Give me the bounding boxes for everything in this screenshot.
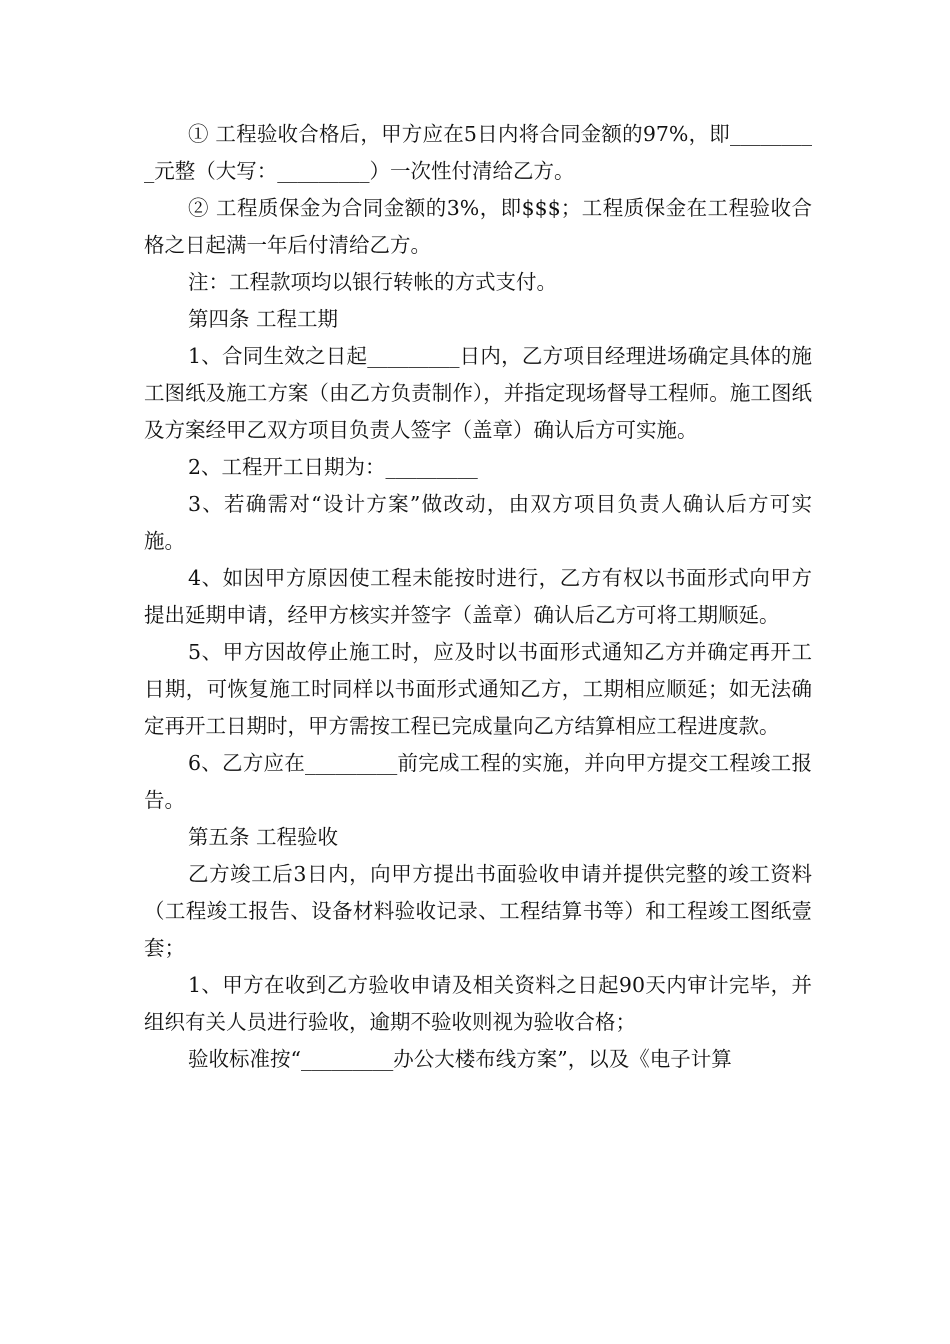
article-4-item-3: 3、若确需对“设计方案”做改动，由双方项目负责人确认后方可实施。: [144, 492, 812, 553]
article-5-item-1: 1、甲方在收到乙方验收申请及相关资料之日起90天内审计完毕，并组织有关人员进行验收，逾期不验收则视为验收合格；: [144, 973, 812, 1034]
article-5-intro: 乙方竣工后3日内，向甲方提出书面验收申请并提供完整的竣工资料（工程竣工报告、设备材料验收记录、工程结算书等）和工程竣工图纸壹套；: [144, 862, 812, 960]
acceptance-standard: 验收标准按“_________办公大楼布线方案”，以及《电子计算: [188, 1047, 732, 1071]
article-4-item-6: 6、乙方应在_________前完成工程的实施，并向甲方提交工程竣工报告。: [144, 751, 812, 812]
article-4-heading: 第四条 工程工期: [188, 307, 339, 331]
article-4-item-4: 4、如因甲方原因使工程未能按时进行，乙方有权以书面形式向甲方提出延期申请，经甲方核实并签字（盖章）确认后乙方可将工期顺延。: [144, 566, 812, 627]
document-page: [144, 116, 812, 1078]
clause-warranty-3: ② 工程质保金为合同金额的3%，即$$$；工程质保金在工程验收合格之日起满一年后付清给乙方。: [144, 196, 812, 257]
article-4-item-1: 1、合同生效之日起_________日内，乙方项目经理进场确定具体的施工图纸及施工方案（由乙方负责制作），并指定现场督导工程师。施工图纸及方案经甲乙双方项目负责人签字（盖章）确认后方可实施。: [144, 344, 812, 442]
clause-payment-97: ① 工程验收合格后，甲方应在5日内将合同金额的97%，即_________元整（大写：_________）一次性付清给乙方。: [144, 122, 812, 183]
article-4-item-5: 5、甲方因故停止施工时，应及时以书面形式通知乙方并确定再开工日期，可恢复施工时同样以书面形式通知乙方，工期相应顺延；如无法确定再开工日期时，甲方需按工程已完成量向乙方结算相应工程进度款。: [144, 640, 812, 738]
article-4-item-2: 2、工程开工日期为：_________: [188, 455, 478, 479]
payment-note: 注：工程款项均以银行转帐的方式支付。: [188, 270, 557, 294]
article-5-heading: 第五条 工程验收: [188, 825, 339, 849]
